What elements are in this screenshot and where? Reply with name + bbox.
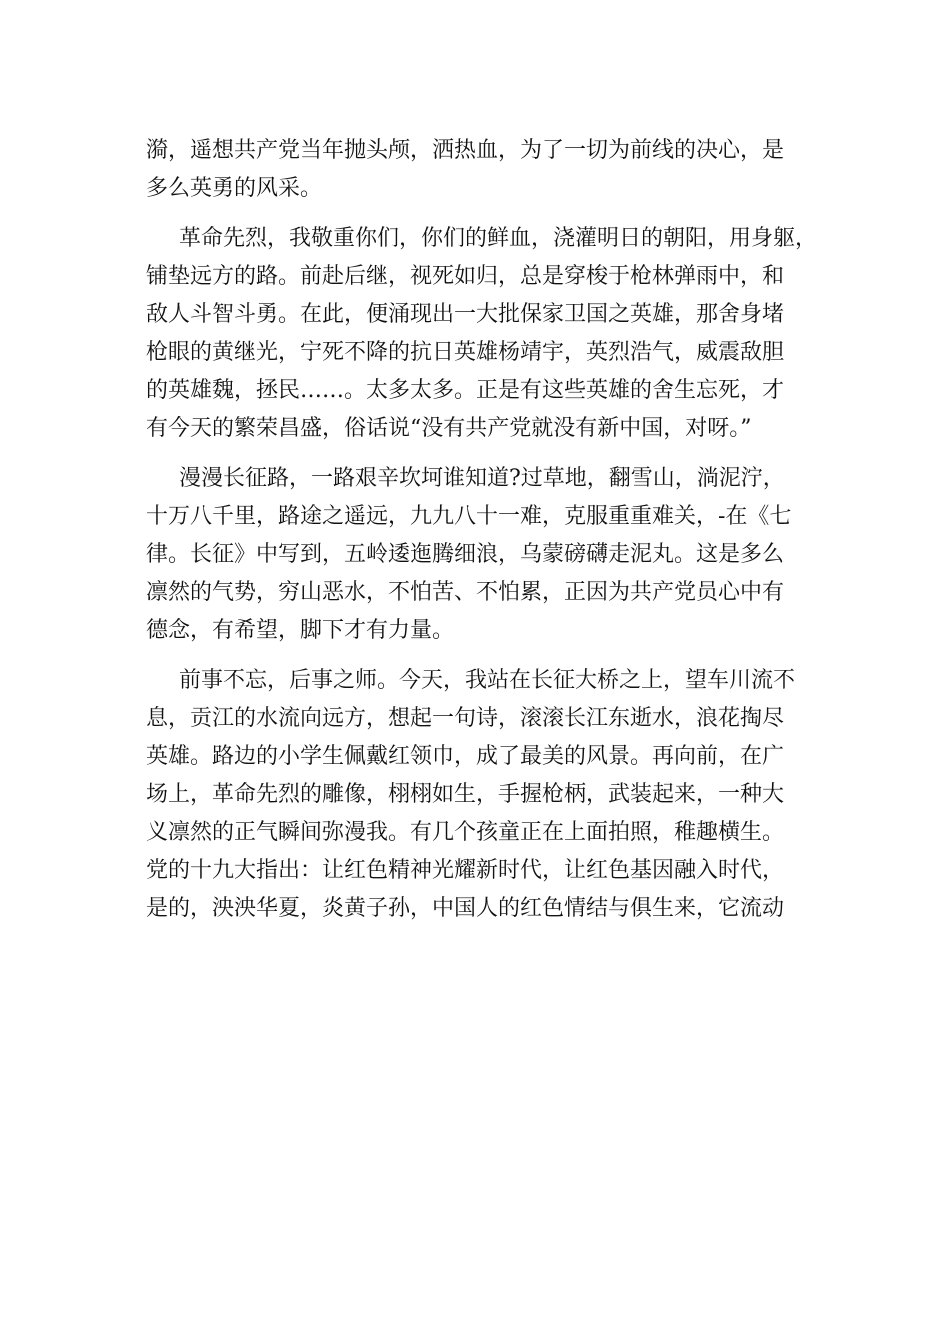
paragraph-gap <box>146 448 818 460</box>
paragraph-3-line-3: 律。长征》中写到，五岭逶迤腾细浪，乌蒙磅礴走泥丸。这是多么 <box>146 542 785 567</box>
paragraph-gap <box>146 208 818 220</box>
paragraph-4-line-6: 党的十九大指出：让红色精神光耀新时代，让红色基因融入时代， <box>146 858 785 883</box>
paragraph-2-line-5: 的英雄魏，拯民……。太多太多。正是有这些英雄的舍生忘死，才 <box>146 378 785 403</box>
paragraph-3-line-5: 德念，有希望，脚下才有力量。 <box>146 618 455 643</box>
paragraph-3-line-2: 十万八千里，路途之遥远，九九八十一难，克服重重难关，-在《七 <box>146 504 792 529</box>
paragraph-4-line-7: 是的，泱泱华夏，炎黄子孙，中国人的红色情结与俱生来，它流动 <box>146 896 785 921</box>
paragraph-gap <box>146 650 818 662</box>
paragraph-4-line-3: 英雄。路边的小学生佩戴红领巾，成了最美的风景。再向前，在广 <box>146 744 785 769</box>
document-body <box>146 132 818 928</box>
paragraph-1-line-1: 漪，遥想共产党当年抛头颅，洒热血，为了一切为前线的决心，是 <box>146 138 785 163</box>
paragraph-2-line-2: 铺垫远方的路。前赴后继，视死如归，总是穿梭于枪林弹雨中，和 <box>146 264 785 289</box>
paragraph-3-line-1: 漫漫长征路，一路艰辛坎坷谁知道?过草地，翻雪山，淌泥泞， <box>179 466 785 491</box>
paragraph-2-line-6: 有今天的繁荣昌盛，俗话说“没有共产党就没有新中国，对呀。” <box>146 416 752 441</box>
paragraph-2-line-1: 革命先烈，我敬重你们，你们的鲜血，浇灌明日的朝阳，用身躯， <box>179 226 818 251</box>
paragraph-1-line-2: 多么英勇的风采。 <box>146 176 323 201</box>
paragraph-4-line-5: 义凛然的正气瞬间弥漫我。有几个孩童正在上面拍照，稚趣横生。 <box>146 820 785 845</box>
paragraph-4-line-2: 息，贡江的水流向远方，想起一句诗，滚滚长江东逝水，浪花掏尽 <box>146 706 785 731</box>
paragraph-4-line-1: 前事不忘，后事之师。今天，我站在长征大桥之上，望车川流不 <box>179 668 796 693</box>
paragraph-2-line-3: 敌人斗智斗勇。在此，便涌现出一大批保家卫国之英雄，那舍身堵 <box>146 302 785 327</box>
paragraph-4-line-4: 场上，革命先烈的雕像，栩栩如生，手握枪柄，武装起来，一种大 <box>146 782 785 807</box>
paragraph-3-line-4: 凛然的气势，穷山恶水，不怕苦、不怕累，正因为共产党员心中有 <box>146 580 785 605</box>
paragraph-2-line-4: 枪眼的黄继光，宁死不降的抗日英雄杨靖宇，英烈浩气，威震敌胆 <box>146 340 785 365</box>
